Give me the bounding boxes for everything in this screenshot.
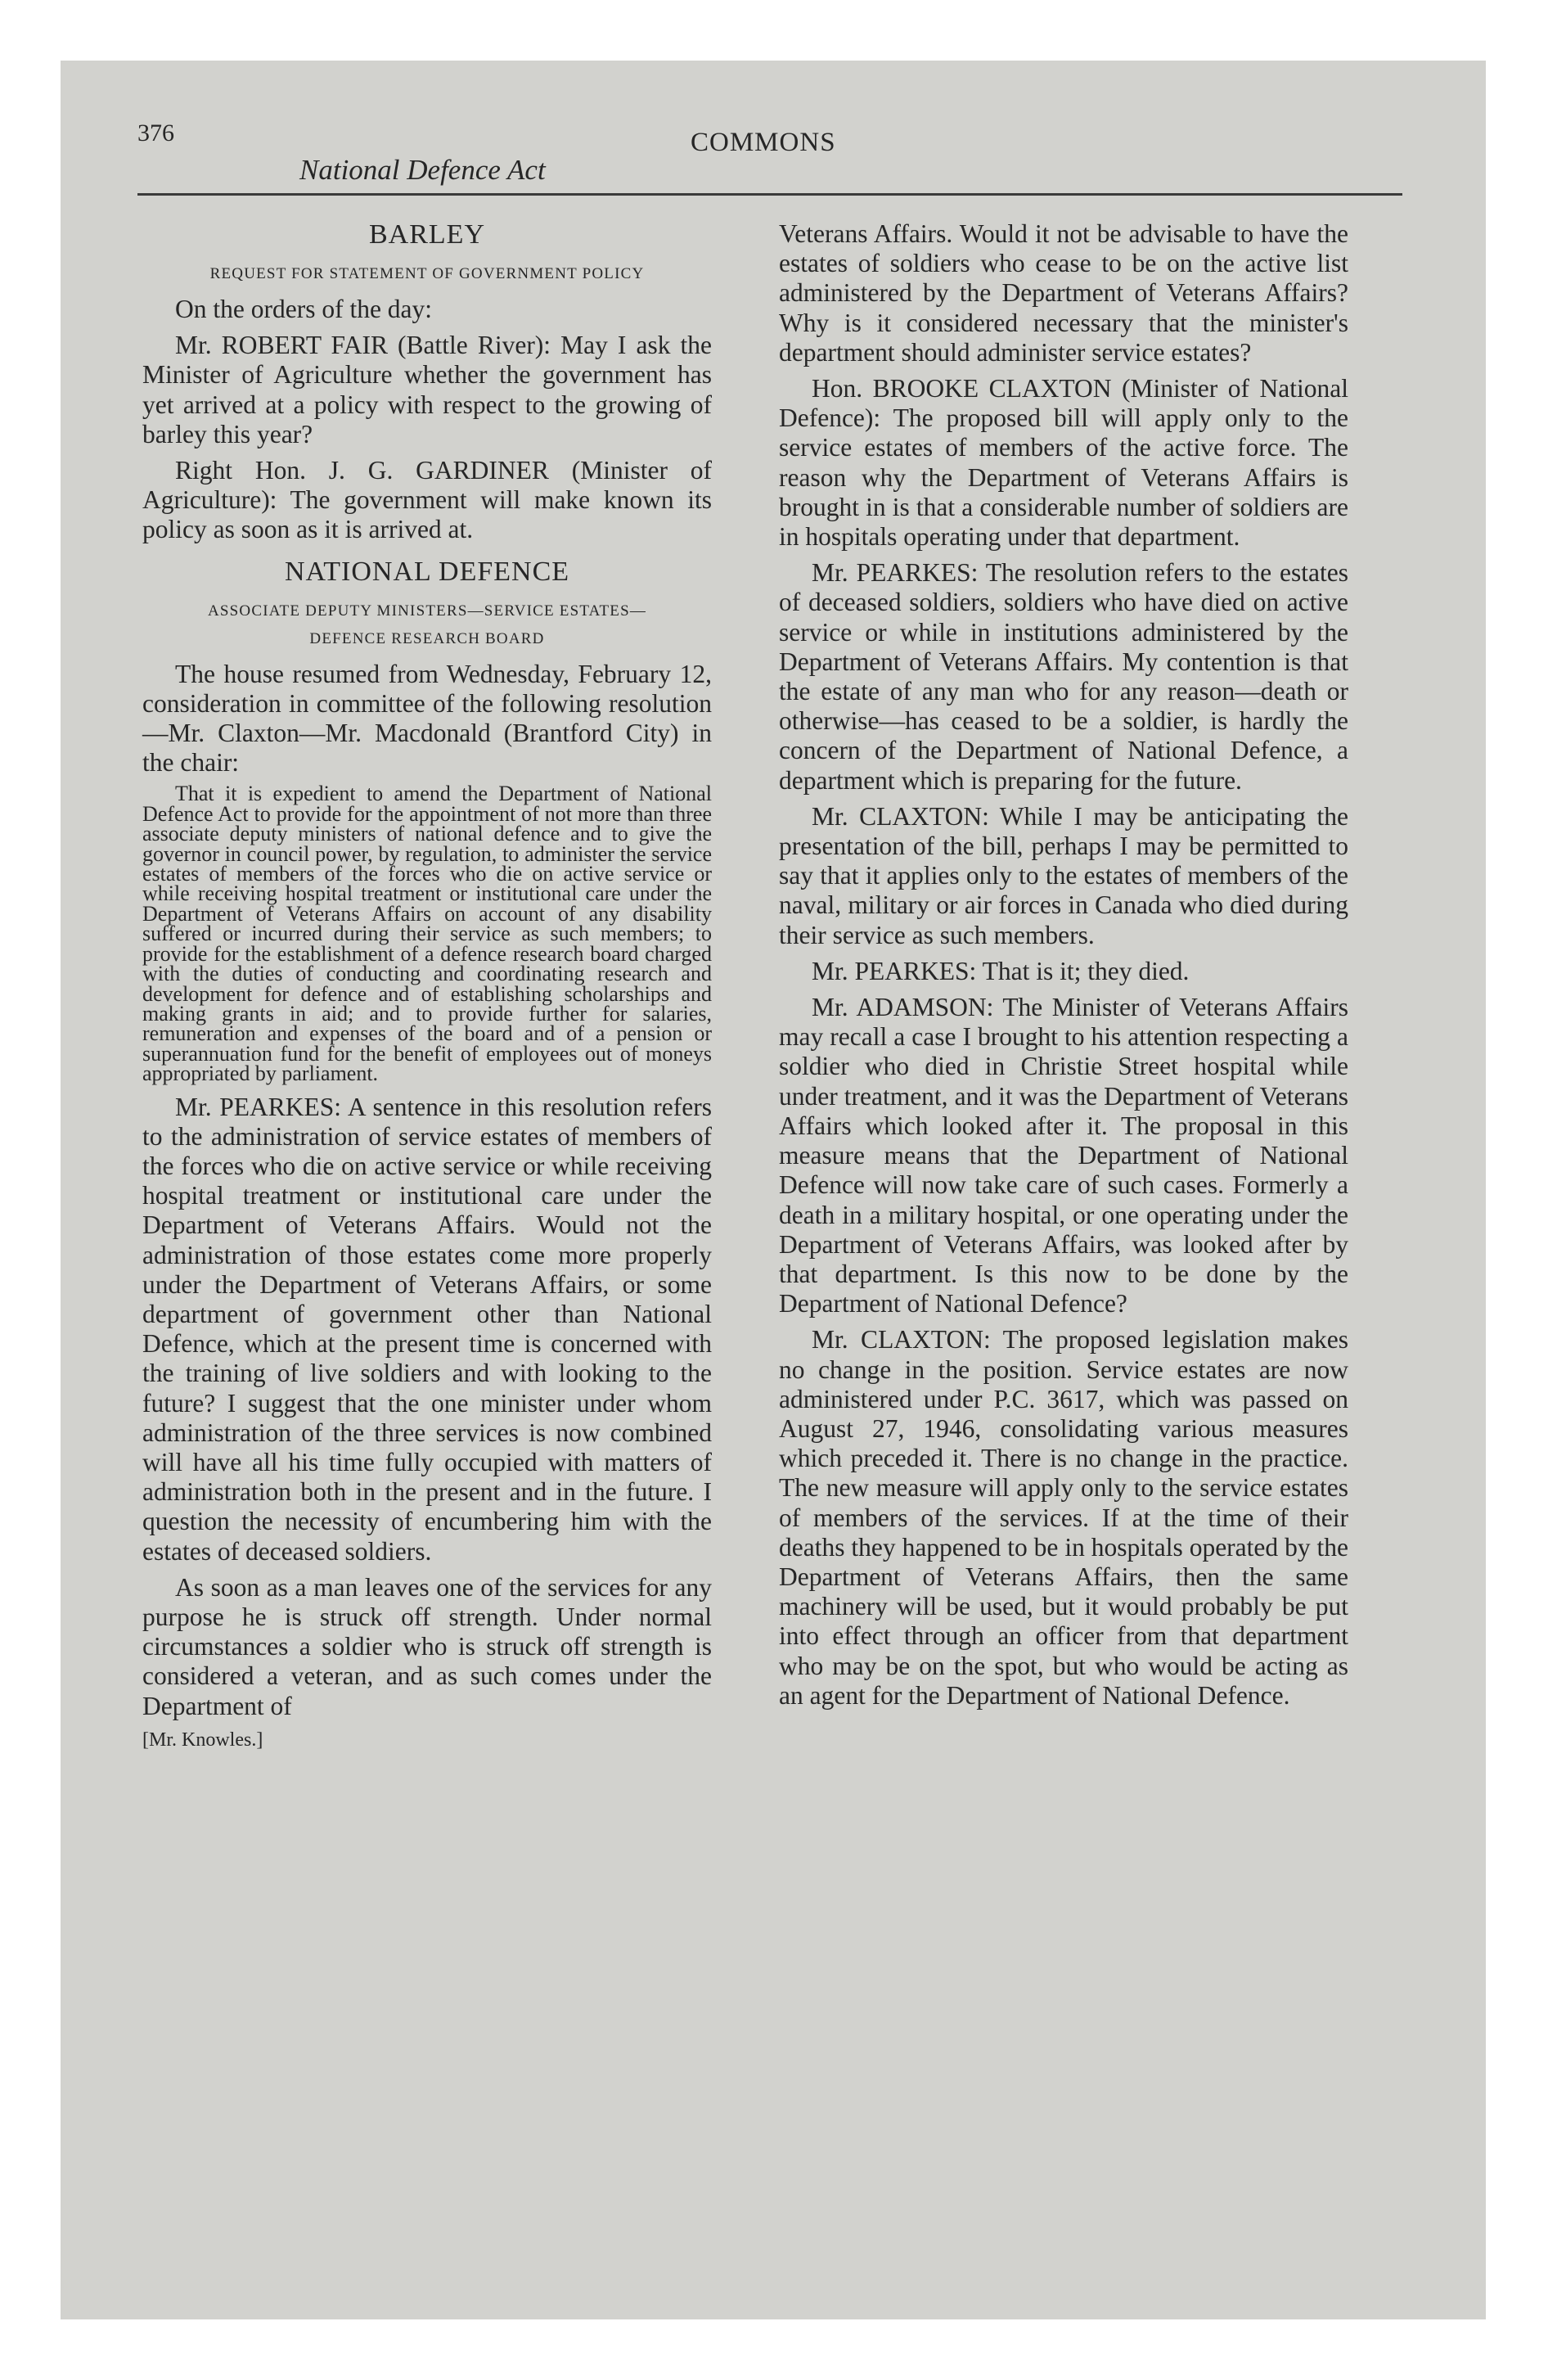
paragraph: The house resumed from Wednesday, February 12, consideration in committee of the following resolution—Mr. Claxton—Mr. Macdonald (Brantford City) in the chair: bbox=[142, 659, 712, 778]
paragraph: Mr. PEARKES: A sentence in this resolution refers to the administration of service estates of members of the forces who die on active service or while receiving hospital treatment or institutional care under the Department of Veterans Affairs. Would not the administration of those estates come more properly under the Department of Veterans Affairs, or some department of government other than National Defence, which at the present time is concerned with the training of live soldiers and with looking to the future? I suggest that the one minister under whom administration of the three services is now combined will have all his time fully occupied with matters of administration both in the present and in the future. I question the necessity of encumbering him with the estates of deceased soldiers. bbox=[142, 1092, 712, 1566]
paragraph: Mr. ROBERT FAIR (Battle River): May I ask the Minister of Agriculture whether the government has yet arrived at a policy with respect to the growing of barley this year? bbox=[142, 331, 712, 449]
resolution-text: That it is expedient to amend the Department of National Defence Act to provide for the appointment of not more than three associate deputy ministers of national defence and to give the governor in council power, by regulation, to administer the service estates of members of the forces who die on active service or while receiving hospital treatment or institutional care under the Department of Veterans Affairs on account of any disability suffered or incurred during their service as such members; to provide for the establishment of a defence research board charged with the duties of conducting and coordinating research and development for defence and of establishing scholarships and making grants in aid; and to provide further for salaries, remuneration and expenses of the board and of a pension or superannuation fund for the benefit of employees out of moneys appropriated by parliament. bbox=[142, 782, 712, 1086]
national-defence-subheading: ASSOCIATE DEPUTY MINISTERS—SERVICE ESTATES— bbox=[207, 602, 647, 620]
paragraph: Right Hon. J. G. GARDINER (Minister of Agriculture): The government will make known its policy as soon as it is arrived at. bbox=[142, 456, 712, 544]
paragraph: Mr. ADAMSON: The Minister of Veterans Affairs may recall a case I brought to his attention respecting a soldier who died in Christie Street hospital while under treatment, and it was the Department of Veterans Affairs which looked after it. The proposal in this measure means that the Department of National Defence will now take care of such cases. Formerly a death in a military hospital, or one operating under the Department of Veterans Affairs, was looked after by that department. Is this now to be done by the Department of National Defence? bbox=[779, 993, 1348, 1318]
speaker-footer: [Mr. Knowles.] bbox=[142, 1729, 263, 1751]
header-rule bbox=[137, 193, 1402, 196]
paragraph: Mr. PEARKES: That is it; they died. bbox=[812, 956, 1190, 985]
page-number: 376 bbox=[137, 119, 174, 146]
paragraph: Mr. CLAXTON: The proposed legislation makes no change in the position. Service estates are now administered under P.C. 3617, which was passed on August 27, 1946, consolidating various measures which preceded it. There is no change in the practice. The new measure will apply only to the service estates of members of the services. If at the time of their deaths they happened to be in hospitals operated by the Department of Veterans Affairs, then the same machinery will be used, but it would probably be put into effect through an officer from that department who may be on the spot, but who would be acting as an agent for the Department of National Defence. bbox=[779, 1325, 1348, 1710]
paragraph: On the orders of the day: bbox=[175, 295, 433, 323]
paragraph: Mr. CLAXTON: While I may be anticipating the presentation of the bill, perhaps I may be permitted to say that it applies only to the estates of members of the naval, military or air forces in Canada who died during their service as such members. bbox=[779, 801, 1348, 949]
right-column bbox=[779, 219, 1348, 1717]
paragraph: Veterans Affairs. Would it not be advisable to have the estates of soldiers who cease to be on the active list administered by the Department of Veterans Affairs? Why is it considered necessary that the minister's department should administer service estates? bbox=[779, 219, 1348, 367]
chamber-title: COMMONS bbox=[691, 128, 836, 157]
barley-subheading: REQUEST FOR STATEMENT OF GOVERNMENT POLICY bbox=[209, 265, 645, 282]
national-defence-heading: NATIONAL DEFENCE bbox=[284, 556, 570, 587]
national-defence-subheading-2: DEFENCE RESEARCH BOARD bbox=[309, 629, 545, 647]
paragraph: Mr. PEARKES: The resolution refers to the estates of deceased soldiers, soldiers who have died on active service or while in institutions administered by the Department of Veterans Affairs. My contention is that the estate of any man who for any reason—death or otherwise—has ceased to be a soldier, is hardly the concern of the Department of National Defence, a department which is preparing for the future. bbox=[779, 558, 1348, 795]
paragraph: As soon as a man leaves one of the services for any purpose he is struck off strength. Under normal circumstances a soldier who is struck off strength is considered a veteran, and as such comes under the Department of bbox=[142, 1572, 712, 1720]
page-header bbox=[137, 110, 1402, 192]
running-subject: National Defence Act bbox=[299, 154, 546, 186]
paragraph: Hon. BROOKE CLAXTON (Minister of National Defence): The proposed bill will apply only to the service estates of members of the active force. The reason why the Department of Veterans Affairs is brought in is that a considerable number of soldiers are in hospitals operating under that department. bbox=[779, 374, 1348, 552]
left-column bbox=[142, 219, 712, 1751]
barley-heading: BARLEY bbox=[369, 219, 485, 250]
